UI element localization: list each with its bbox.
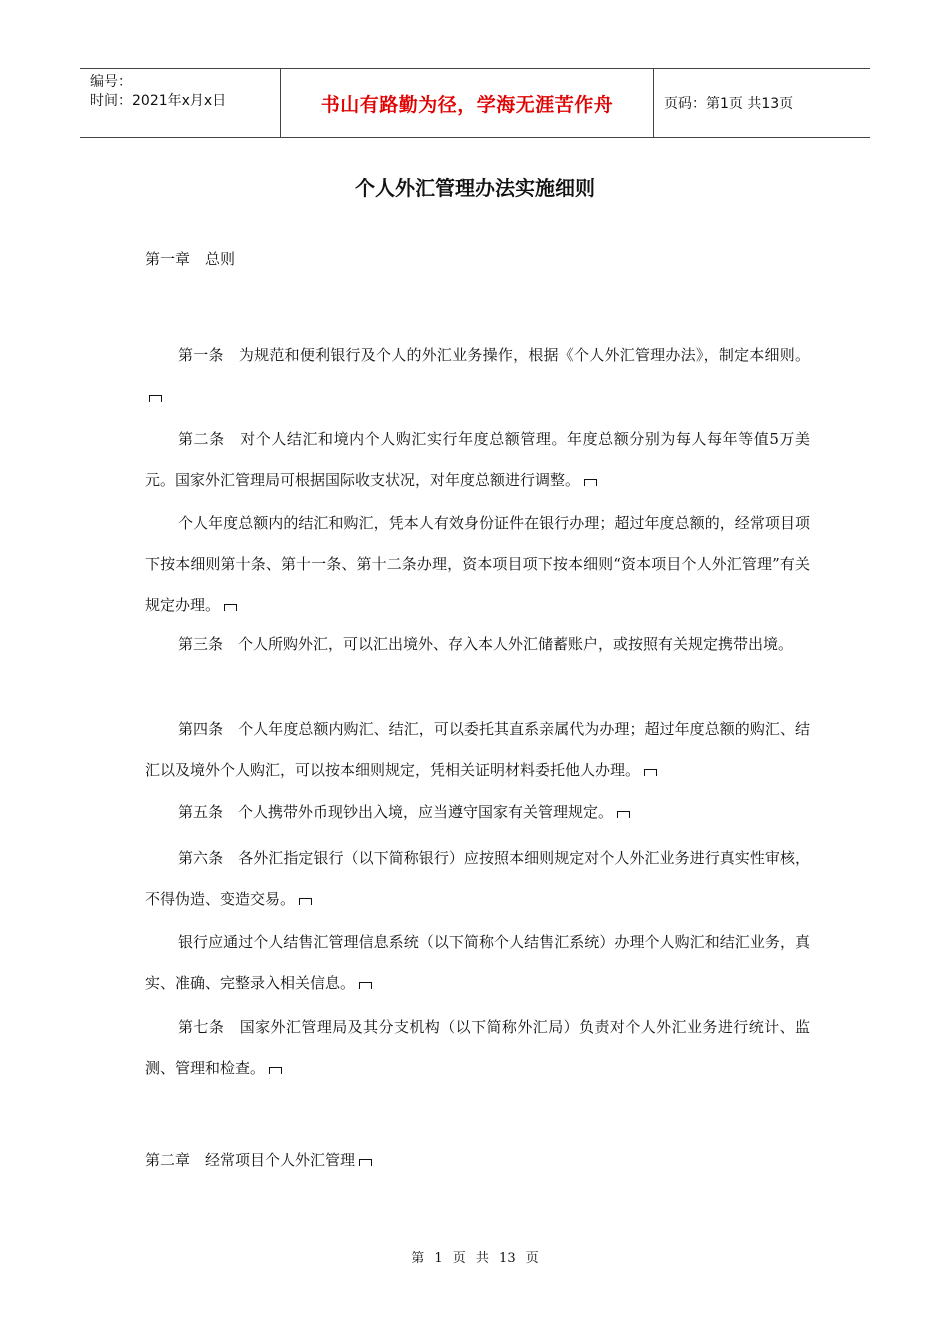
article-paragraph bbox=[145, 503, 810, 626]
paragraph-text: 第七条 国家外汇管理局及其分支机构（以下简称外汇局）负责对个人外汇业务进行统计、监测、管理和检查。 bbox=[145, 1018, 810, 1077]
number-label: 编号： bbox=[90, 74, 132, 90]
paragraph-text: 第六条 各外汇指定银行（以下简称银行）应按照本细则规定对个人外汇业务进行真实性审核，不得伪造、变造交易。 bbox=[145, 849, 810, 908]
paragraph-mark-icon bbox=[269, 1067, 282, 1074]
paragraph-mark-icon bbox=[359, 1159, 372, 1166]
article-paragraph bbox=[145, 419, 810, 501]
article-paragraph bbox=[145, 922, 810, 1004]
page-label: 页码：第1页 共13页 bbox=[664, 96, 794, 112]
paragraph-mark-icon bbox=[617, 811, 630, 818]
paragraph-text: 第四条 个人年度总额内购汇、结汇，可以委托其直系亲属代为办理；超过年度总额的购汇、结汇以及境外个人购汇，可以按本细则规定，凭相关证明材料委托他人办理。 bbox=[145, 720, 810, 779]
article-paragraph bbox=[145, 1007, 810, 1089]
header-motto-cell bbox=[281, 69, 654, 137]
document-title: 个人外汇管理办法实施细则 bbox=[355, 176, 595, 200]
paragraph-mark-icon bbox=[149, 395, 162, 402]
paragraph-mark-icon bbox=[644, 769, 657, 776]
paragraph-text: 第三条 个人所购外汇，可以汇出境外、存入本人外汇储蓄账户，或按照有关规定携带出境。 bbox=[178, 635, 794, 653]
paragraph-mark-icon bbox=[299, 898, 312, 905]
paragraph-text: 第二条 对个人结汇和境内个人购汇实行年度总额管理。年度总额分别为每人每年等值5万美元。国家外汇管理局可根据国际收支状况，对年度总额进行调整。 bbox=[145, 430, 810, 489]
paragraph-mark-icon bbox=[224, 604, 237, 611]
chapter-heading-1: 第一章 总则 bbox=[145, 250, 236, 268]
page-footer: 第 1 页 共 13 页 bbox=[411, 1251, 539, 1266]
page-header bbox=[80, 68, 870, 138]
motto-text: 书山有路勤为径，学海无涯苦作舟 bbox=[320, 93, 614, 116]
article-paragraph bbox=[145, 792, 810, 833]
article-paragraph bbox=[145, 624, 810, 665]
article-paragraph bbox=[145, 709, 810, 791]
article-paragraph bbox=[145, 838, 810, 920]
chapter-heading-text: 第二章 经常项目个人外汇管理 bbox=[145, 1151, 356, 1169]
paragraph-text: 第五条 个人携带外币现钞出入境，应当遵守国家有关管理规定。 bbox=[178, 803, 614, 821]
paragraph-text: 第一条 为规范和便利银行及个人的外汇业务操作，根据《个人外汇管理办法》，制定本细则。 bbox=[178, 346, 810, 364]
article-paragraph bbox=[145, 335, 810, 417]
header-meta bbox=[80, 69, 281, 137]
paragraph-mark-icon bbox=[584, 479, 597, 486]
paragraph-mark-icon bbox=[359, 982, 372, 989]
paragraph-text: 银行应通过个人结售汇管理信息系统（以下简称个人结售汇系统）办理个人购汇和结汇业务，真实、准确、完整录入相关信息。 bbox=[145, 933, 810, 992]
paragraph-text: 个人年度总额内的结汇和购汇，凭本人有效身份证件在银行办理；超过年度总额的，经常项目项下按本细则第十条、第十一条、第十二条办理，资本项目项下按本细则“资本项目个人外汇管理”有关规定办理。 bbox=[145, 514, 810, 614]
time-label: 时间：2021年x月x日 bbox=[90, 93, 227, 109]
header-page-cell bbox=[654, 69, 870, 137]
chapter-heading-2 bbox=[145, 1149, 372, 1170]
